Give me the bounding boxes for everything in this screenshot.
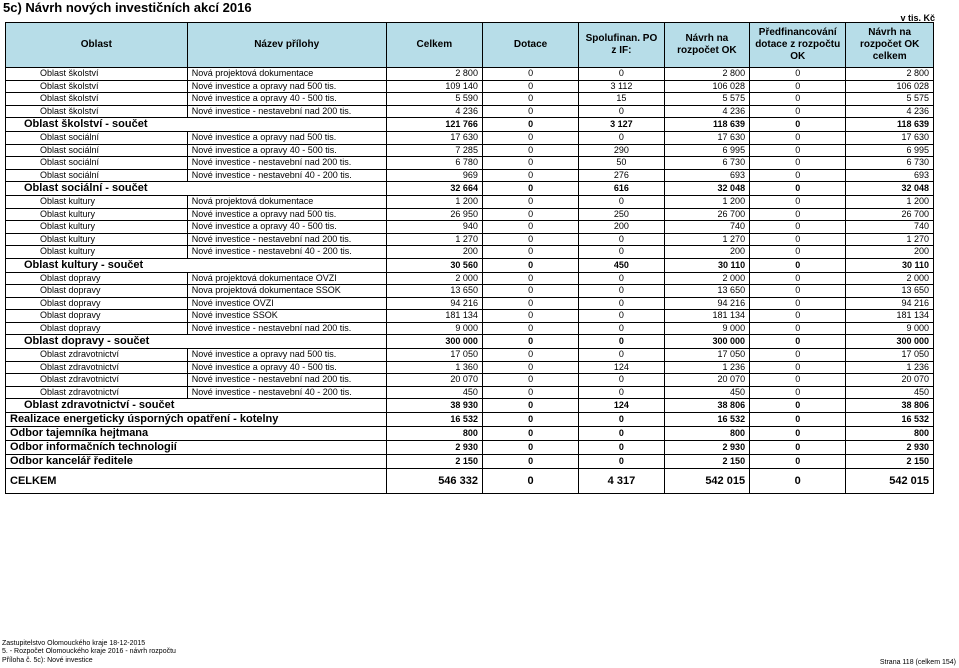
cell-value: 250 [579, 208, 664, 221]
cell-value: 5 575 [664, 93, 749, 106]
cell-nazev: Nové investice - nestavební 40 - 200 tis. [187, 246, 386, 259]
cell-value: 13 650 [664, 285, 749, 298]
cell-value: 118 639 [664, 118, 749, 132]
cell-value: 9 000 [664, 322, 749, 335]
cell-value: 20 070 [664, 374, 749, 387]
table-row [6, 144, 934, 157]
cell-value: 0 [482, 285, 578, 298]
cell-value: 0 [482, 182, 578, 196]
cell-value: 0 [750, 361, 846, 374]
cell-value: 0 [750, 297, 846, 310]
cell-value: 17 630 [386, 132, 482, 145]
cell-value: 124 [579, 361, 664, 374]
cell-nazev: Nové investice - nestavební nad 200 tis. [187, 105, 386, 118]
cell-value: 26 700 [664, 208, 749, 221]
cell-value: 1 200 [664, 196, 749, 209]
footer-line-3: Příloha č. 5c): Nové investice [2, 657, 93, 664]
table-row [6, 233, 934, 246]
cell-value: 0 [579, 246, 664, 259]
cell-value: 2 000 [386, 272, 482, 285]
table-row [6, 221, 934, 234]
cell-value: 300 000 [386, 335, 482, 349]
cell-value: 30 110 [664, 258, 749, 272]
cell-nazev: Nové investice SSOK [187, 310, 386, 323]
cell-value: 0 [482, 413, 578, 427]
investment-table [5, 22, 934, 494]
cell-value: 800 [664, 427, 749, 441]
cell-value: 200 [579, 221, 664, 234]
cell-value: 0 [750, 335, 846, 349]
cell-value: 106 028 [664, 80, 749, 93]
cell-oblast: Oblast zdravotnictví [6, 361, 188, 374]
cell-oblast: Oblast sociální [6, 169, 188, 182]
cell-value: 300 000 [664, 335, 749, 349]
cell-value: 109 140 [386, 80, 482, 93]
cell-value: 50 [579, 157, 664, 170]
cell-value: 15 [579, 93, 664, 106]
cell-nazev: Nové investice - nestavební nad 200 tis. [187, 233, 386, 246]
cell-nazev: Nové investice a opravy nad 500 tis. [187, 132, 386, 145]
cell-value: 0 [750, 413, 846, 427]
cell-value: 17 050 [846, 349, 934, 362]
cell-value: 0 [579, 441, 664, 455]
cell-value: 16 532 [386, 413, 482, 427]
cell-value: 1 236 [846, 361, 934, 374]
cell-value: 5 590 [386, 93, 482, 106]
cell-value: 0 [579, 297, 664, 310]
cell-value: 0 [482, 469, 578, 494]
cell-value: 4 236 [846, 105, 934, 118]
cell-value: 0 [750, 118, 846, 132]
row-label: Oblast dopravy - součet [6, 335, 387, 349]
cell-value: 0 [482, 374, 578, 387]
cell-oblast: Oblast dopravy [6, 322, 188, 335]
page-title: 5c) Návrh nových investičních akcí 2016 [3, 0, 252, 15]
cell-value: 3 112 [579, 80, 664, 93]
cell-value: 0 [482, 361, 578, 374]
cell-value: 800 [386, 427, 482, 441]
cell-value: 2 800 [664, 68, 749, 81]
cell-nazev: Nova projektová dokumentace SSOK [187, 285, 386, 298]
cell-value: 1 270 [664, 233, 749, 246]
cell-value: 0 [579, 233, 664, 246]
cell-oblast: Oblast dopravy [6, 310, 188, 323]
cell-value: 0 [579, 310, 664, 323]
cell-oblast: Oblast školství [6, 105, 188, 118]
table-row [6, 297, 934, 310]
cell-value: 0 [750, 441, 846, 455]
cell-value: 0 [750, 258, 846, 272]
cell-value: 32 048 [846, 182, 934, 196]
cell-value: 200 [846, 246, 934, 259]
cell-value: 3 127 [579, 118, 664, 132]
cell-value: 276 [579, 169, 664, 182]
cell-value: 26 700 [846, 208, 934, 221]
cell-oblast: Oblast sociální [6, 144, 188, 157]
cell-nazev: Nové investice a opravy nad 500 tis. [187, 349, 386, 362]
cell-value: 16 532 [846, 413, 934, 427]
cell-oblast: Oblast školství [6, 80, 188, 93]
cell-value: 0 [750, 455, 846, 469]
cell-value: 0 [579, 105, 664, 118]
cell-value: 1 360 [386, 361, 482, 374]
cell-value: 4 317 [579, 469, 664, 494]
cell-value: 5 575 [846, 93, 934, 106]
cell-oblast: Oblast zdravotnictví [6, 374, 188, 387]
cell-value: 800 [846, 427, 934, 441]
cell-value: 26 950 [386, 208, 482, 221]
cell-value: 20 070 [386, 374, 482, 387]
cell-value: 0 [750, 349, 846, 362]
row-label: Oblast zdravotnictví - součet [6, 399, 387, 413]
cell-value: 0 [750, 93, 846, 106]
subtotal-row [6, 455, 934, 469]
cell-value: 181 134 [846, 310, 934, 323]
cell-value: 542 015 [846, 469, 934, 494]
cell-value: 6 995 [664, 144, 749, 157]
cell-value: 1 270 [846, 233, 934, 246]
table-row [6, 105, 934, 118]
cell-value: 740 [846, 221, 934, 234]
cell-value: 0 [579, 272, 664, 285]
cell-value: 20 070 [846, 374, 934, 387]
header-navrh: Návrh na rozpočet OK [664, 23, 749, 68]
row-label: Odbor tajemníka hejtmana [6, 427, 387, 441]
cell-nazev: Nová projektová dokumentace OVZI [187, 272, 386, 285]
cell-nazev: Nová projektová dokumentace [187, 196, 386, 209]
cell-value: 121 766 [386, 118, 482, 132]
cell-value: 0 [750, 105, 846, 118]
cell-value: 6 730 [664, 157, 749, 170]
cell-value: 0 [482, 258, 578, 272]
table-row [6, 374, 934, 387]
cell-value: 200 [386, 246, 482, 259]
table-row [6, 272, 934, 285]
table-row [6, 208, 934, 221]
cell-value: 2 930 [846, 441, 934, 455]
cell-value: 0 [750, 246, 846, 259]
cell-value: 0 [579, 68, 664, 81]
header-celkem: Celkem [386, 23, 482, 68]
cell-value: 0 [750, 310, 846, 323]
header-navrh-celkem: Návrh na rozpočet OK celkem [846, 23, 934, 68]
table-row [6, 361, 934, 374]
cell-nazev: Nové investice a opravy 40 - 500 tis. [187, 93, 386, 106]
table-row [6, 157, 934, 170]
cell-value: 0 [750, 169, 846, 182]
cell-value: 9 000 [386, 322, 482, 335]
cell-value: 542 015 [664, 469, 749, 494]
cell-value: 0 [482, 399, 578, 413]
cell-oblast: Oblast sociální [6, 157, 188, 170]
header-oblast: Oblast [6, 23, 188, 68]
footer-line-1: Zastupitelstvo Olomouckého kraje 18-12-2015 [2, 640, 146, 647]
cell-value: 30 560 [386, 258, 482, 272]
cell-value: 94 216 [664, 297, 749, 310]
subtotal-row [6, 118, 934, 132]
cell-value: 7 285 [386, 144, 482, 157]
unit-label: v tis. Kč [900, 13, 935, 23]
cell-value: 0 [750, 182, 846, 196]
cell-value: 0 [482, 349, 578, 362]
cell-value: 0 [750, 68, 846, 81]
cell-nazev: Nové investice - nestavební 40 - 200 tis. [187, 386, 386, 399]
cell-value: 0 [579, 335, 664, 349]
cell-oblast: Oblast školství [6, 68, 188, 81]
cell-value: 17 050 [664, 349, 749, 362]
cell-value: 0 [482, 169, 578, 182]
table-row [6, 93, 934, 106]
footer-line-2: 5. - Rozpočet Olomouckého kraje 2016 - návrh rozpočtu [2, 648, 176, 655]
cell-value: 0 [579, 427, 664, 441]
cell-value: 450 [386, 386, 482, 399]
cell-value: 0 [482, 118, 578, 132]
subtotal-row [6, 335, 934, 349]
cell-value: 106 028 [846, 80, 934, 93]
cell-value: 0 [579, 132, 664, 145]
cell-value: 2 150 [664, 455, 749, 469]
cell-value: 0 [482, 272, 578, 285]
cell-value: 0 [750, 233, 846, 246]
cell-oblast: Oblast dopravy [6, 297, 188, 310]
cell-oblast: Oblast kultury [6, 221, 188, 234]
cell-value: 38 930 [386, 399, 482, 413]
cell-value: 2 150 [386, 455, 482, 469]
cell-value: 0 [482, 297, 578, 310]
cell-value: 0 [482, 93, 578, 106]
cell-value: 0 [482, 441, 578, 455]
cell-value: 0 [482, 386, 578, 399]
cell-value: 4 236 [386, 105, 482, 118]
cell-value: 32 664 [386, 182, 482, 196]
cell-value: 38 806 [664, 399, 749, 413]
cell-value: 2 930 [386, 441, 482, 455]
cell-nazev: Nové investice a opravy nad 500 tis. [187, 80, 386, 93]
cell-value: 0 [750, 80, 846, 93]
cell-value: 0 [750, 196, 846, 209]
cell-value: 0 [579, 196, 664, 209]
cell-value: 0 [579, 455, 664, 469]
header-row [6, 23, 934, 68]
cell-value: 0 [482, 105, 578, 118]
cell-oblast: Oblast kultury [6, 233, 188, 246]
cell-oblast: Oblast dopravy [6, 272, 188, 285]
cell-value: 16 532 [664, 413, 749, 427]
cell-value: 693 [664, 169, 749, 182]
subtotal-row [6, 427, 934, 441]
cell-value: 6 995 [846, 144, 934, 157]
header-nazev: Název přílohy [187, 23, 386, 68]
cell-value: 94 216 [846, 297, 934, 310]
cell-value: 32 048 [664, 182, 749, 196]
cell-value: 0 [579, 386, 664, 399]
table-row [6, 68, 934, 81]
row-label: Odbor informačních technologií [6, 441, 387, 455]
cell-value: 2 150 [846, 455, 934, 469]
cell-value: 200 [664, 246, 749, 259]
cell-value: 181 134 [386, 310, 482, 323]
row-label: Realizace energeticky úsporných opatření - kotelny [6, 413, 387, 427]
header-spolufinan: Spolufinan. PO z IF: [579, 23, 664, 68]
cell-nazev: Nové investice - nestavební nad 200 tis. [187, 157, 386, 170]
cell-nazev: Nová projektová dokumentace [187, 68, 386, 81]
cell-value: 450 [664, 386, 749, 399]
row-label: Oblast kultury - součet [6, 258, 387, 272]
row-label: Odbor kancelář ředitele [6, 455, 387, 469]
cell-value: 0 [482, 335, 578, 349]
table-row [6, 169, 934, 182]
row-label: Oblast školství - součet [6, 118, 387, 132]
cell-oblast: Oblast školství [6, 93, 188, 106]
cell-oblast: Oblast zdravotnictví [6, 386, 188, 399]
cell-value: 0 [482, 322, 578, 335]
cell-value: 13 650 [386, 285, 482, 298]
table-row [6, 322, 934, 335]
cell-value: 0 [750, 144, 846, 157]
subtotal-row [6, 182, 934, 196]
table-row [6, 386, 934, 399]
cell-nazev: Nové investice OVZI [187, 297, 386, 310]
row-label: CELKEM [6, 469, 387, 494]
cell-value: 0 [482, 132, 578, 145]
cell-nazev: Nové investice - nestavební nad 200 tis. [187, 374, 386, 387]
cell-value: 0 [482, 144, 578, 157]
table-body [6, 68, 934, 494]
subtotal-row [6, 413, 934, 427]
cell-value: 1 270 [386, 233, 482, 246]
page-number: Strana 118 (celkem 154) [879, 659, 956, 666]
cell-nazev: Nové investice - nestavební 40 - 200 tis. [187, 169, 386, 182]
table-row [6, 80, 934, 93]
cell-value: 0 [579, 374, 664, 387]
table-row [6, 349, 934, 362]
cell-value: 450 [846, 386, 934, 399]
cell-value: 0 [750, 221, 846, 234]
cell-value: 1 200 [386, 196, 482, 209]
cell-value: 290 [579, 144, 664, 157]
cell-oblast: Oblast kultury [6, 208, 188, 221]
cell-value: 0 [579, 322, 664, 335]
cell-value: 0 [750, 469, 846, 494]
cell-value: 0 [579, 285, 664, 298]
cell-value: 0 [750, 322, 846, 335]
cell-value: 616 [579, 182, 664, 196]
cell-value: 9 000 [846, 322, 934, 335]
cell-value: 94 216 [386, 297, 482, 310]
cell-value: 0 [482, 221, 578, 234]
cell-value: 0 [482, 80, 578, 93]
cell-value: 0 [482, 310, 578, 323]
cell-value: 0 [482, 68, 578, 81]
cell-oblast: Oblast sociální [6, 132, 188, 145]
cell-value: 0 [750, 157, 846, 170]
cell-value: 0 [482, 233, 578, 246]
table-row [6, 310, 934, 323]
table-row [6, 285, 934, 298]
cell-value: 300 000 [846, 335, 934, 349]
cell-value: 181 134 [664, 310, 749, 323]
cell-value: 0 [482, 157, 578, 170]
cell-nazev: Nové investice a opravy 40 - 500 tis. [187, 361, 386, 374]
cell-value: 0 [750, 272, 846, 285]
cell-value: 2 930 [664, 441, 749, 455]
subtotal-row [6, 441, 934, 455]
cell-value: 38 806 [846, 399, 934, 413]
cell-value: 0 [750, 427, 846, 441]
cell-value: 1 200 [846, 196, 934, 209]
cell-value: 2 800 [386, 68, 482, 81]
table-row [6, 246, 934, 259]
cell-value: 13 650 [846, 285, 934, 298]
cell-value: 2 800 [846, 68, 934, 81]
cell-value: 124 [579, 399, 664, 413]
total-row [6, 469, 934, 494]
cell-value: 30 110 [846, 258, 934, 272]
cell-value: 6 780 [386, 157, 482, 170]
cell-value: 0 [482, 427, 578, 441]
cell-oblast: Oblast kultury [6, 246, 188, 259]
cell-value: 17 050 [386, 349, 482, 362]
header-predfinancovani: Předfinancování dotace z rozpočtu OK [750, 23, 846, 68]
cell-value: 940 [386, 221, 482, 234]
cell-value: 2 000 [664, 272, 749, 285]
cell-value: 6 730 [846, 157, 934, 170]
cell-value: 0 [750, 208, 846, 221]
table-row [6, 132, 934, 145]
cell-nazev: Nové investice a opravy 40 - 500 tis. [187, 221, 386, 234]
cell-value: 693 [846, 169, 934, 182]
cell-value: 0 [482, 455, 578, 469]
cell-value: 4 236 [664, 105, 749, 118]
cell-value: 0 [482, 246, 578, 259]
cell-value: 0 [750, 386, 846, 399]
cell-value: 1 236 [664, 361, 749, 374]
cell-value: 17 630 [664, 132, 749, 145]
cell-oblast: Oblast zdravotnictví [6, 349, 188, 362]
cell-value: 2 000 [846, 272, 934, 285]
cell-value: 0 [579, 413, 664, 427]
cell-oblast: Oblast kultury [6, 196, 188, 209]
cell-nazev: Nové investice a opravy 40 - 500 tis. [187, 144, 386, 157]
cell-value: 740 [664, 221, 749, 234]
cell-value: 0 [482, 196, 578, 209]
header-dotace: Dotace [482, 23, 578, 68]
cell-value: 546 332 [386, 469, 482, 494]
subtotal-row [6, 399, 934, 413]
cell-value: 17 630 [846, 132, 934, 145]
table-row [6, 196, 934, 209]
cell-value: 0 [750, 132, 846, 145]
cell-value: 0 [750, 374, 846, 387]
cell-value: 118 639 [846, 118, 934, 132]
cell-nazev: Nové investice a opravy nad 500 tis. [187, 208, 386, 221]
cell-oblast: Oblast dopravy [6, 285, 188, 298]
cell-value: 450 [579, 258, 664, 272]
row-label: Oblast sociální - součet [6, 182, 387, 196]
subtotal-row [6, 258, 934, 272]
cell-value: 0 [482, 208, 578, 221]
cell-value: 0 [750, 285, 846, 298]
cell-value: 0 [579, 349, 664, 362]
cell-value: 0 [750, 399, 846, 413]
cell-nazev: Nové investice - nestavební nad 200 tis. [187, 322, 386, 335]
cell-value: 969 [386, 169, 482, 182]
